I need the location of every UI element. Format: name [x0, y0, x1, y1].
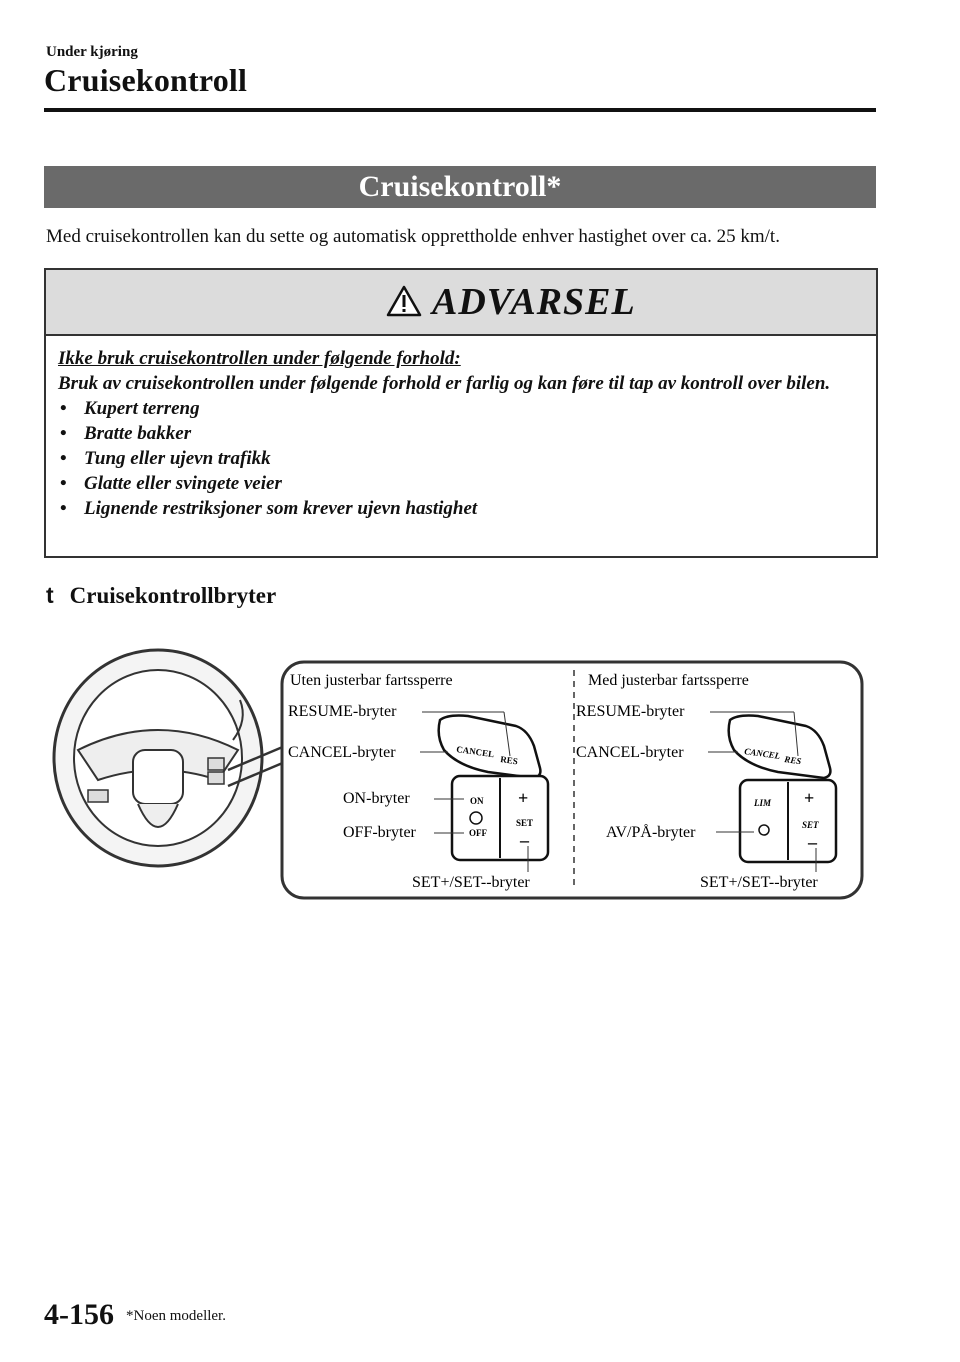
set-label-right: SET+/SET--bryter	[700, 874, 818, 891]
left-panel-title: Uten justerbar fartssperre	[290, 672, 453, 689]
resume-label: RESUME-bryter	[288, 703, 397, 720]
warning-text: Bruk av cruisekontrollen under følgende forhold er farlig og kan føre til tap av kontroll over bilen.	[58, 373, 831, 394]
set-text: SET	[516, 818, 534, 828]
off-label: OFF-bryter	[343, 824, 416, 841]
list-item: • Glatte eller svingete veier	[60, 473, 282, 494]
section-marker: t	[46, 582, 54, 608]
lim-set-switch-right	[740, 780, 836, 862]
intro-text: Med cruisekontrollen kan du sette og automatisk opprettholde enhver hastighet over ca. 25 km/t.	[46, 226, 780, 247]
steering-wheel-illustration	[54, 650, 262, 866]
footnote: *Noen modeller.	[126, 1308, 226, 1324]
right-panel-title: Med justerbar fartssperre	[588, 672, 749, 689]
list-item: • Bratte bakker	[60, 423, 192, 444]
plus-text-right: +	[804, 788, 815, 808]
plus-text: +	[518, 788, 529, 808]
minus-text: –	[520, 830, 529, 850]
warning-triangle-icon	[386, 285, 422, 317]
list-item: • Tung eller ujevn trafikk	[60, 448, 271, 469]
warning-title: ADVARSEL	[432, 281, 636, 323]
warning-box	[44, 268, 878, 558]
on-label: ON-bryter	[343, 790, 410, 807]
on-off-set-switch-left	[452, 776, 548, 860]
lim-text: LIM	[754, 798, 772, 808]
resume-label-right: RESUME-bryter	[576, 703, 685, 720]
warning-body	[58, 346, 858, 521]
cancel-text: CANCEL	[455, 744, 495, 760]
set-text-right: SET	[802, 820, 819, 830]
set-label: SET+/SET--bryter	[412, 874, 530, 891]
page-number: 4-156	[44, 1298, 114, 1331]
chapter-title: Cruisekontroll	[44, 62, 248, 98]
list-item: • Lignende restriksjoner som krever ujevn hastighet	[60, 498, 478, 519]
list-item: • Kupert terreng	[60, 398, 200, 419]
page-title: Cruisekontroll*	[44, 166, 876, 208]
section-label: Under kjøring	[46, 44, 138, 60]
warning-header	[46, 270, 876, 336]
chapter-divider	[44, 108, 876, 112]
warning-lead: Ikke bruk cruisekontrollen under følgende forhold:	[58, 348, 461, 369]
res-text-right: RES	[783, 754, 802, 767]
minus-text-right: –	[808, 832, 817, 852]
subsection-heading	[46, 582, 276, 609]
on-text: ON	[470, 796, 484, 806]
off-text: OFF	[469, 828, 487, 838]
subsection-title: Cruisekontrollbryter	[69, 583, 277, 608]
cancel-label-right: CANCEL-bryter	[576, 744, 684, 761]
cancel-text-right: CANCEL	[743, 746, 781, 761]
avpa-label: AV/PÅ-bryter	[606, 824, 696, 841]
res-text: RES	[499, 754, 519, 767]
warning-list	[58, 396, 858, 521]
cancel-label: CANCEL-bryter	[288, 744, 396, 761]
switch-diagram	[48, 640, 868, 910]
